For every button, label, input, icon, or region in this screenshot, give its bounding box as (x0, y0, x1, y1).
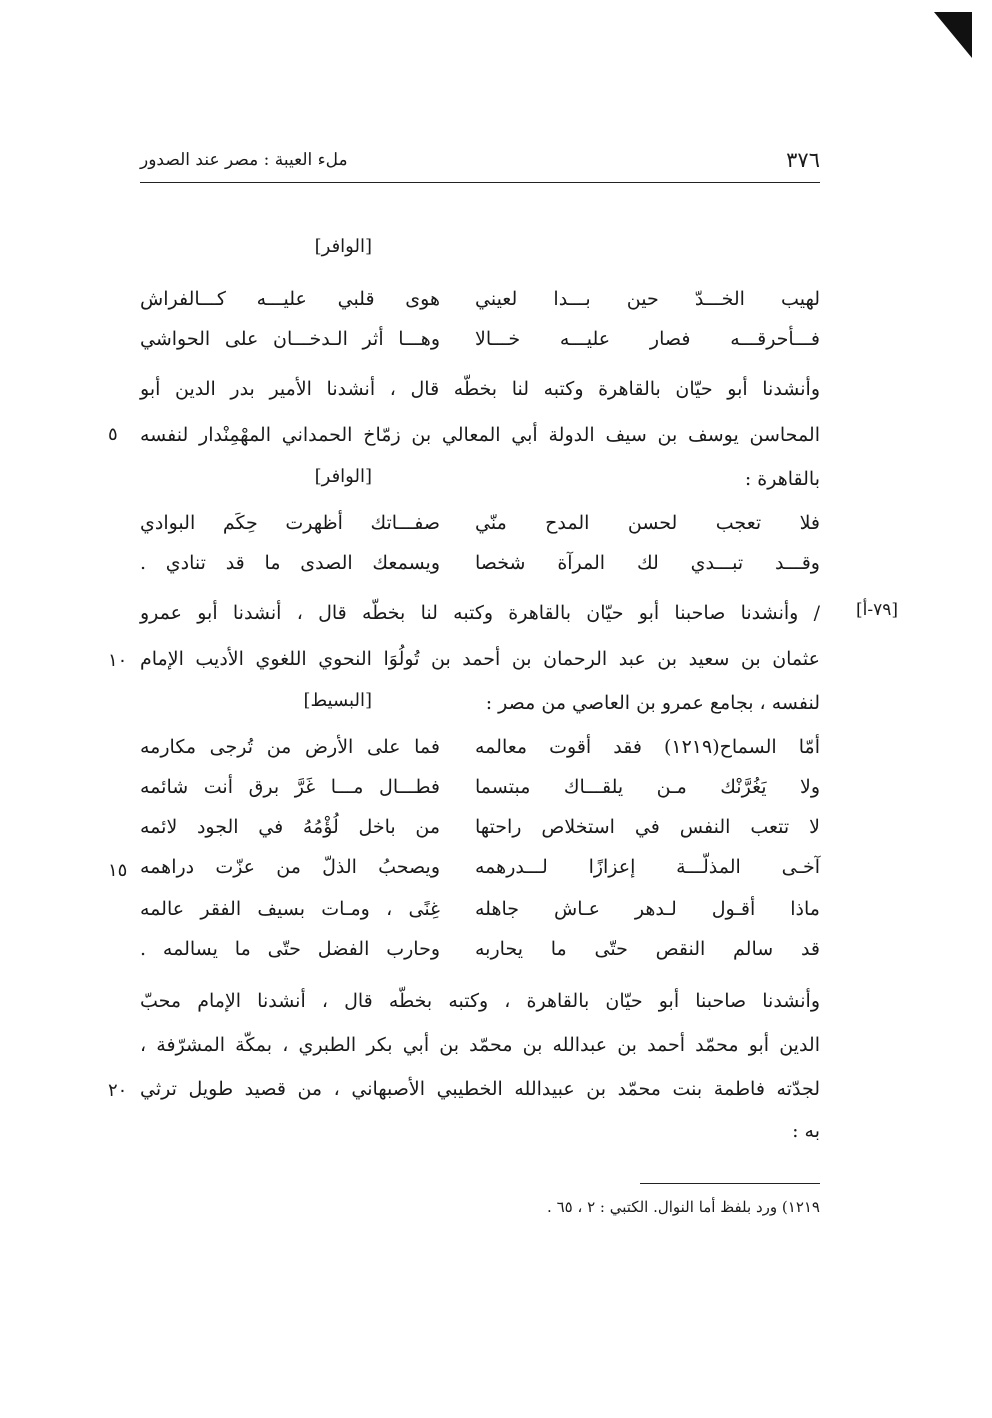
verse-first-hemistich: لا تتعب النفس في استخلاص راحتها (475, 816, 820, 838)
page-header (140, 146, 820, 180)
verse-second-hemistich: غِنًى ، ومـات بسيف الفقر عالمه (140, 898, 440, 920)
verse-line (140, 736, 820, 772)
prose-line: بالقاهرة : (744, 468, 820, 490)
verse-line (140, 816, 820, 852)
verse-second-hemistich: ويسمعك الصدى ما قد تنادي . (140, 552, 440, 574)
verse-line (140, 552, 820, 588)
verse-line (140, 288, 820, 324)
verse-second-hemistich: فما على الأرض من تُرجى مكارمه (140, 736, 440, 758)
verse-second-hemistich: هوى قلبي عليـــه كـــالفراش (140, 288, 440, 310)
running-title: ملء العيبة : مصر عند الصدور (140, 150, 348, 170)
verse-second-hemistich: وحارب الفضل حتّى ما يسالمه . (140, 938, 440, 960)
prose-line: به : (792, 1120, 820, 1142)
meter-label: [الوافر] (314, 466, 372, 487)
prose-line: وأنشدنا صاحبنا أبو حيّان بالقاهرة ، وكتبه بخطّه قال ، أنشدنا الإمام محبّ (140, 990, 820, 1012)
verse-first-hemistich: قد سالم النقص حتّى ما يحاربه (475, 938, 820, 960)
manuscript-folio-ref: [٧٩-أ] (856, 600, 899, 620)
verse-second-hemistich: ويصحبُ الذلّ من عزّت دراهمه (140, 856, 440, 878)
line-number: ٥ (108, 424, 118, 445)
page-number: ٣٧٦ (786, 148, 820, 172)
verse-line (140, 512, 820, 548)
verse-first-hemistich: فـــأحرقـــه فصار عليـــه خـــالا (475, 328, 820, 350)
verse-line (140, 776, 820, 812)
prose-line: لجدّته فاطمة بنت محمّد بن عبيدالله الخطيبي الأصبهاني ، من قصيد طويل ترثي (140, 1078, 820, 1100)
verse-first-hemistich: ماذا أقـول لـدهر عـاش جاهله (475, 898, 820, 920)
prose-line: المحاسن يوسف بن سيف الدولة أبي المعالي بن زمّاخ الحمداني المهْمِنْدار لنفسه (140, 424, 820, 446)
verse-second-hemistich: صفـــاتك أظهرت حِكَم البوادي (140, 512, 440, 534)
prose-line: وأنشدنا أبو حيّان بالقاهرة وكتبه لنا بخطّه قال ، أنشدنا الأمير بدر الدين أبو (140, 378, 820, 400)
verse-line (140, 898, 820, 934)
verse-second-hemistich: فطـــال مـــا غَرَّ برق أنت شائمه (140, 776, 440, 798)
meter-label: [الوافر] (314, 236, 372, 257)
verse-first-hemistich: لهيب الخـــدّ حين بـــدا لعيني (475, 288, 820, 310)
verse-first-hemistich: فلا تعجب لحسن المدح منّي (475, 512, 820, 534)
footnote-rule (640, 1183, 820, 1184)
verse-second-hemistich: من باخل لُؤْمُهُ في الجود لائمه (140, 816, 440, 838)
prose-line: لنفسه ، بجامع عمرو بن العاصي من مصر : (485, 692, 820, 714)
verse-second-hemistich: وهـــا أثر الـدخـــان على الحواشي (140, 328, 440, 350)
line-number: ١٥ (108, 860, 128, 881)
footnote: ١٢١٩) ورد بلفظ أما النوال. الكتبي : ٢ ، ٦٥ . (547, 1198, 820, 1216)
line-number: ١٠ (108, 650, 128, 671)
header-rule (140, 182, 820, 183)
verse-line (140, 328, 820, 364)
verse-line (140, 856, 820, 892)
verse-first-hemistich: ولا يَغُرَّنْك مـن يلقـــاك مبتسما (475, 776, 820, 798)
verse-line (140, 938, 820, 974)
prose-line: عثمان بن سعيد بن عبد الرحمان بن أحمد بن تُولُوَا النحوي اللغوي الأديب الإمام (140, 648, 820, 670)
prose-line: / وأنشدنا صاحبنا أبو حيّان بالقاهرة وكتبه لنا بخطّه قال ، أنشدنا أبو عمرو (140, 602, 820, 624)
prose-line: الدين أبو محمّد أحمد بن عبدالله بن محمّد بن أبي بكر الطبري ، بمكّة المشرّفة ، (140, 1034, 820, 1056)
meter-label: [البسيط] (303, 690, 372, 711)
corner-mark (934, 12, 972, 58)
verse-first-hemistich: وقـــد تبـــدي لك المرآة شخصا (475, 552, 820, 574)
line-number: ٢٠ (108, 1080, 128, 1101)
verse-first-hemistich: أمّا السماح(١٢١٩) فقد أقوت معالمه (475, 736, 820, 758)
verse-first-hemistich: آخـى المذلّـــة إعزازًا لـــدرهمه (475, 856, 820, 878)
